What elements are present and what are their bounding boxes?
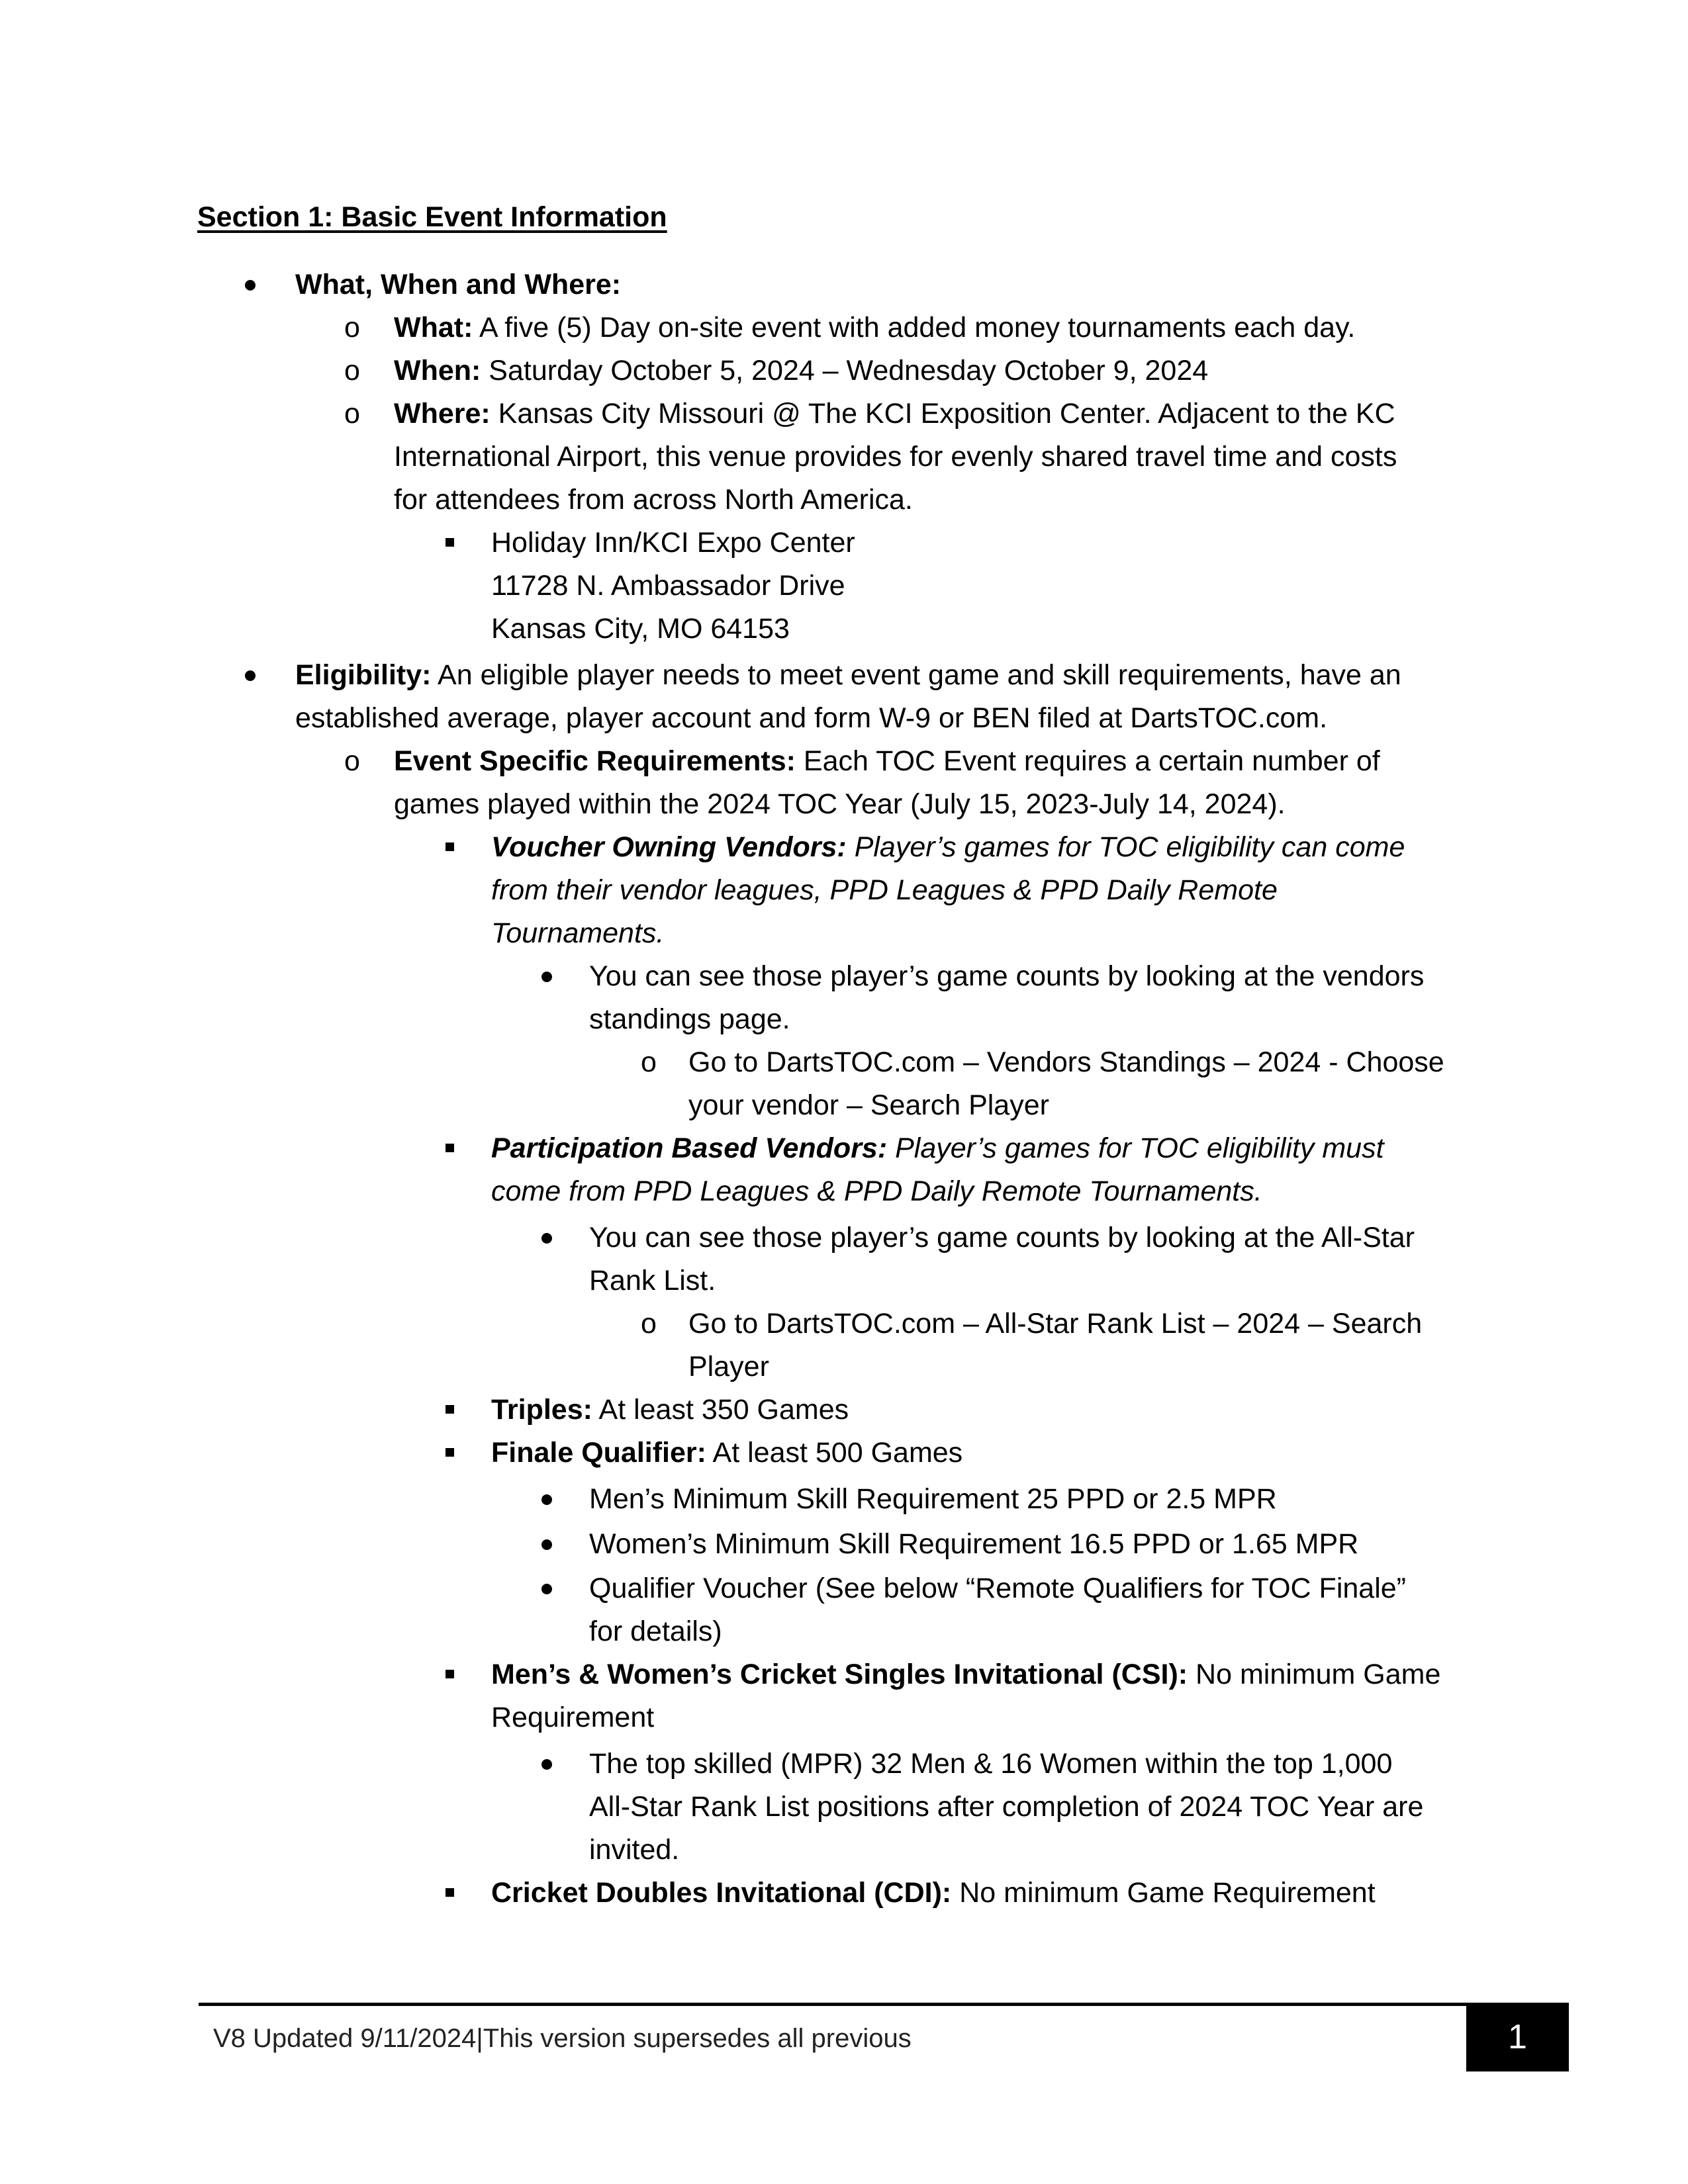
cdi-item: [491, 1873, 1376, 1913]
esr-item: [394, 741, 1380, 781]
bullet-icon: [245, 670, 256, 681]
triples-label: Triples:: [491, 1394, 592, 1426]
vov-text-2: from their vendor leagues, PPD Leagues & PPD Daily Remote: [491, 874, 1278, 906]
vov-text-1: Player’s games for TOC eligibility can come: [846, 831, 1405, 863]
pbv-label: Participation Based Vendors:: [491, 1132, 888, 1164]
cdi-text: No minimum Game Requirement: [951, 1877, 1376, 1909]
pbv-sub-2: Rank List.: [589, 1265, 716, 1297]
csi-sub-1: The top skilled (MPR) 32 Men & 16 Women within the top 1,000: [589, 1748, 1393, 1780]
pbv-sub-sub-1: Go to DartsTOC.com – All-Star Rank List – 2024 – Search: [688, 1308, 1423, 1340]
finale-sub-3b: for details): [589, 1615, 722, 1647]
esr-label: Event Specific Requirements:: [394, 745, 796, 777]
csi-text-2: Requirement: [491, 1702, 655, 1733]
finale-label: Finale Qualifier:: [491, 1437, 706, 1469]
esr-text-2: games played within the 2024 TOC Year (July 15, 2023-July 14, 2024).: [394, 788, 1286, 820]
pbv-sub-sub-2: Player: [688, 1351, 769, 1383]
vov-label: Voucher Owning Vendors:: [491, 831, 847, 863]
square-bullet-icon: [445, 1405, 454, 1414]
circle-bullet-icon: o: [344, 745, 360, 777]
what-when-where-heading: What, When and Where:: [295, 269, 622, 300]
eligibility-text-1: An eligible player needs to meet event game and skill requirements, have an: [431, 659, 1401, 691]
section-title: Section 1: Basic Event Information: [197, 201, 667, 233]
bullet-icon: [541, 1759, 552, 1770]
circle-bullet-icon: o: [344, 355, 360, 387]
pbv-sub-1: You can see those player’s game counts by looking at the All-Star: [589, 1222, 1415, 1253]
eligibility-item: [295, 655, 1401, 695]
where-text-3: for attendees from across North America.: [394, 484, 913, 516]
esr-text-1: Each TOC Event requires a certain number of: [795, 745, 1380, 777]
csi-text-1: No minimum Game: [1188, 1659, 1441, 1690]
circle-bullet-icon: o: [641, 1308, 657, 1340]
bullet-icon: [541, 972, 552, 982]
square-bullet-icon: [445, 538, 454, 547]
bullet-icon: [245, 280, 256, 291]
when-label: When:: [394, 355, 481, 387]
vov-sub-1: You can see those player’s game counts by looking at the vendors: [589, 960, 1425, 992]
triples-text: At least 350 Games: [592, 1394, 849, 1426]
where-text-1: Kansas City Missouri @ The KCI Exposition Center. Adjacent to the KC: [490, 398, 1395, 430]
circle-bullet-icon: o: [344, 312, 360, 343]
where-item: [394, 394, 1395, 433]
finale-sub-3a: Qualifier Voucher (See below “Remote Qualifiers for TOC Finale”: [589, 1572, 1406, 1604]
square-bullet-icon: [445, 1448, 454, 1457]
finale-text: At least 500 Games: [706, 1437, 963, 1469]
csi-item: [491, 1655, 1440, 1694]
footer-rule: [199, 2003, 1569, 2006]
square-bullet-icon: [445, 1670, 454, 1678]
eligibility-label: Eligibility:: [295, 659, 432, 691]
csi-sub-3: invited.: [589, 1834, 680, 1866]
vov-text-3: Tournaments.: [491, 917, 665, 949]
csi-label: Men’s & Women’s Cricket Singles Invitational (CSI):: [491, 1659, 1188, 1690]
page-number: 1: [1508, 2018, 1527, 2056]
bullet-icon: [541, 1494, 552, 1505]
bullet-icon: [541, 1584, 552, 1594]
pbv-text-1: Player’s games for TOC eligibility must: [887, 1132, 1384, 1164]
footer-text: V8 Updated 9/11/2024|This version supersedes all previous: [213, 2024, 912, 2053]
what-label: What:: [394, 312, 473, 343]
address-line-3: Kansas City, MO 64153: [491, 613, 790, 645]
where-label: Where:: [394, 398, 491, 430]
triples-item: [491, 1390, 849, 1430]
what-text: A five (5) Day on-site event with added money tournaments each day.: [473, 312, 1356, 343]
pbv-text-2: come from PPD Leagues & PPD Daily Remote Tournaments.: [491, 1175, 1262, 1207]
where-text-2: International Airport, this venue provides for evenly shared travel time and costs: [394, 441, 1397, 473]
bullet-icon: [541, 1539, 552, 1550]
square-bullet-icon: [445, 1888, 454, 1897]
when-text: Saturday October 5, 2024 – Wednesday October 9, 2024: [481, 355, 1209, 387]
finale-sub-1: Men’s Minimum Skill Requirement 25 PPD or 2.5 MPR: [589, 1483, 1277, 1515]
finale-sub-2: Women’s Minimum Skill Requirement 16.5 PPD or 1.65 MPR: [589, 1528, 1359, 1560]
vov-sub-sub-1: Go to DartsTOC.com – Vendors Standings – 2024 - Choose: [688, 1046, 1444, 1078]
bullet-icon: [541, 1233, 552, 1244]
cdi-label: Cricket Doubles Invitational (CDI):: [491, 1877, 952, 1909]
pbv-item: [491, 1128, 1384, 1168]
csi-sub-2: All-Star Rank List positions after completion of 2024 TOC Year are: [589, 1791, 1424, 1823]
square-bullet-icon: [445, 1144, 454, 1152]
circle-bullet-icon: o: [344, 398, 360, 430]
vov-sub-sub-2: your vendor – Search Player: [688, 1089, 1049, 1121]
what-item: [394, 308, 1355, 347]
finale-item: [491, 1433, 962, 1473]
address-line-2: 11728 N. Ambassador Drive: [491, 570, 845, 602]
vov-item: [491, 827, 1405, 867]
eligibility-text-2: established average, player account and form W-9 or BEN filed at DartsTOC.com.: [295, 702, 1328, 734]
vov-sub-2: standings page.: [589, 1003, 790, 1035]
when-item: [394, 351, 1208, 390]
address-line-1: Holiday Inn/KCI Expo Center: [491, 527, 855, 559]
circle-bullet-icon: o: [641, 1046, 657, 1078]
page-number-box: [1466, 2003, 1569, 2071]
square-bullet-icon: [445, 842, 454, 851]
